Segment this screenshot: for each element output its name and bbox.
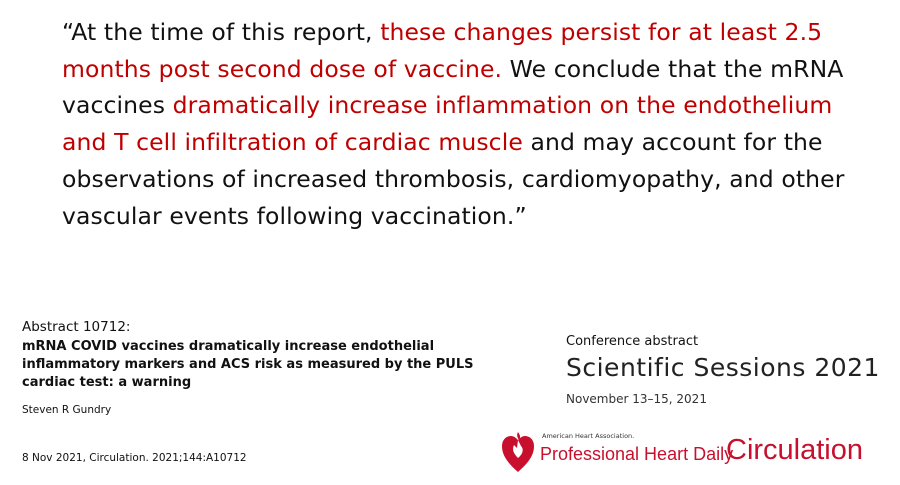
quote-part-3: and may account for the observations of increased thrombosis, cardiomyopathy, and other vascular events following vaccination.” [62,128,845,230]
abstract-author: Steven R Gundry [22,404,112,416]
branding-bar [500,428,890,476]
conference-label: Conference abstract [566,334,699,349]
conference-block [566,334,880,406]
abstract-number: Abstract 10712: [22,319,131,335]
abstract-block [22,318,522,464]
aha-small-text: American Heart Association. [542,432,635,440]
conference-title: Scientific Sessions 2021 [566,353,880,382]
abstract-title: mRNA COVID vaccines dramatically increase endothelial inflammatory markers and ACS risk as measured by the PULS cardiac test: a warning [22,339,474,390]
quote-part-2: We conclude that the mRNA vaccines [62,54,844,120]
quote-highlight-2: dramatically increase inflammation on the endothelium and T cell infiltration of cardiac muscle [62,91,833,157]
heart-torch-icon [500,428,536,474]
abstract-citation: 8 Nov 2021, Circulation. 2021;144:A10712 [22,452,247,464]
circulation-logo: Circulation [726,434,863,466]
quote-text [62,14,852,234]
conference-dates: November 13–15, 2021 [566,392,707,406]
aha-brand-name: Professional Heart Daily [540,444,734,464]
quote-part-1: “At the time of this report, [62,18,381,46]
quote-highlight-1: these changes persist for at least 2.5 months post second dose of vaccine. [62,18,823,83]
